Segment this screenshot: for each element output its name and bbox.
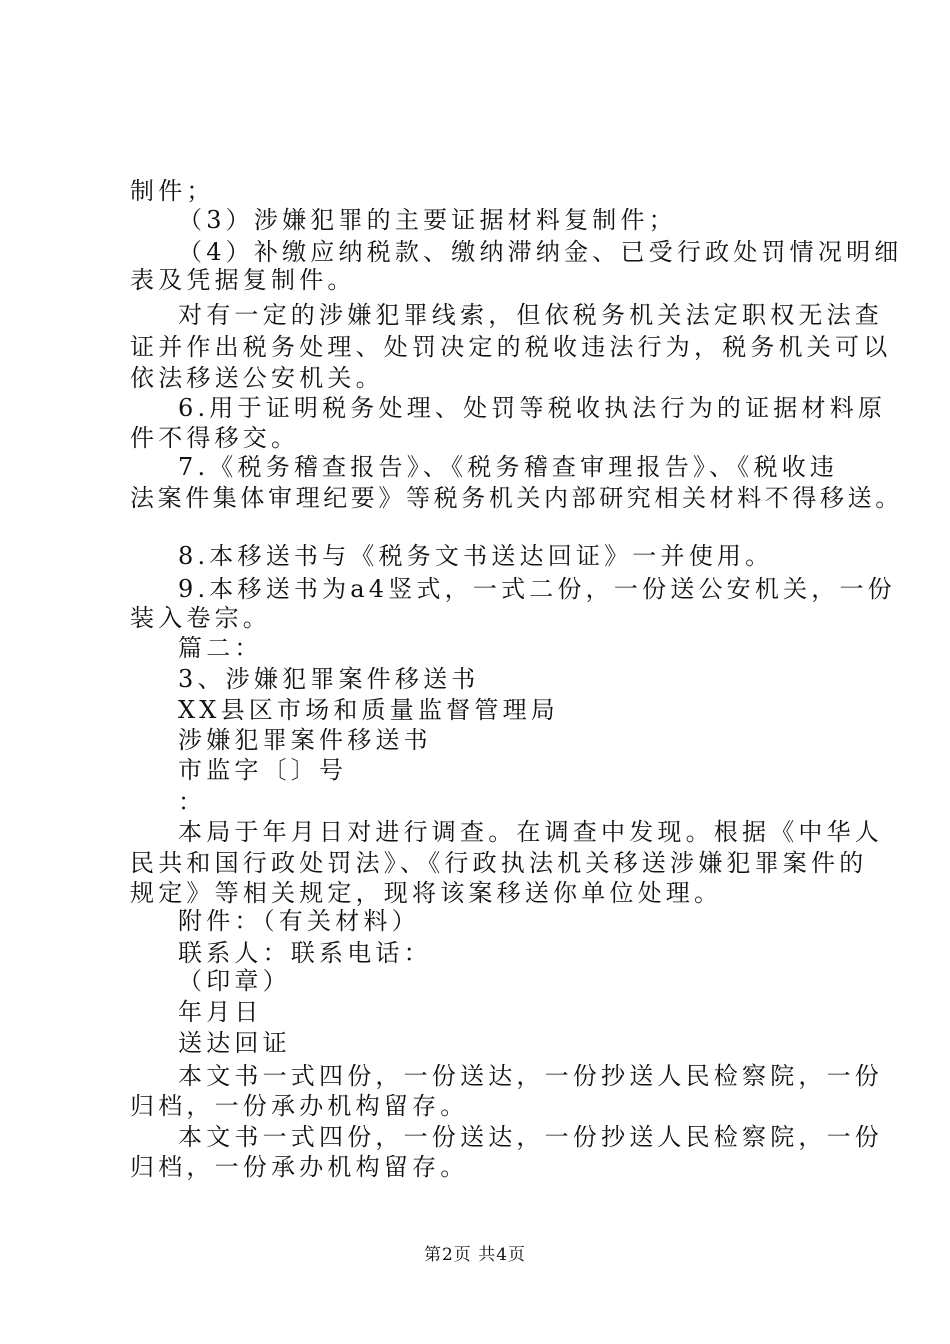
text-line: 市监字〔〕号: [178, 756, 348, 784]
text-line: 法案件集体审理纪要》等税务机关内部研究相关材料不得移送。: [130, 484, 903, 512]
text-line: （4）补缴应纳税款、缴纳滞纳金、已受行政处罚情况明细: [178, 238, 903, 266]
text-line: 9.本移送书为a4竖式，一式二份，一份送公安机关，一份: [178, 575, 896, 603]
text-line: 送达回证: [178, 1029, 291, 1057]
text-line: 民共和国行政处罚法》、《行政执法机关移送涉嫌犯罪案件的: [130, 849, 868, 877]
text-line: 年月日: [178, 998, 263, 1026]
text-line: 本文书一式四份，一份送达，一份抄送人民检察院，一份: [178, 1123, 883, 1151]
text-line: 本文书一式四份，一份送达，一份抄送人民检察院，一份: [178, 1062, 883, 1090]
text-line: 规定》等相关规定，现将该案移送你单位处理。: [130, 879, 723, 907]
text-line: 表及凭据复制件。: [130, 266, 356, 294]
text-line: 对有一定的涉嫌犯罪线索，但依税务机关法定职权无法查: [178, 301, 883, 329]
text-line: 件不得移交。: [130, 424, 300, 452]
text-line: 7.《税务稽查报告》、《税务稽查审理报告》、《税收违: [178, 453, 839, 481]
text-line: 本局于年月日对进行调查。在调查中发现。根据《中华人: [178, 818, 883, 846]
text-line: 装入卷宗。: [130, 604, 271, 632]
text-line: 联系人：联系电话：: [178, 939, 432, 967]
text-line: 6.用于证明税务处理、处罚等税收执法行为的证据材料原: [178, 394, 887, 422]
text-line: 证并作出税务处理、处罚决定的税收违法行为，税务机关可以: [130, 333, 892, 361]
text-line: （3）涉嫌犯罪的主要证据材料复制件；: [178, 206, 677, 234]
text-line: 依法移送公安机关。: [130, 364, 384, 392]
text-line: 3、涉嫌犯罪案件移送书: [178, 665, 480, 693]
text-line: XX县区市场和质量监督管理局: [178, 696, 559, 724]
text-line: （印章）: [178, 967, 291, 995]
text-line: 归档，一份承办机构留存。: [130, 1153, 469, 1181]
text-line: 附件：（有关材料）: [178, 907, 420, 935]
text-line: 涉嫌犯罪案件移送书: [178, 726, 432, 754]
page-number: 第2页 共4页: [423, 1245, 527, 1265]
text-line: 8.本移送书与《税务文书送达回证》一并使用。: [178, 542, 774, 570]
text-line: 归档，一份承办机构留存。: [130, 1092, 469, 1120]
text-line: 篇二：: [178, 634, 263, 662]
text-line: ：: [178, 788, 207, 816]
text-line: 制件；: [130, 177, 215, 205]
